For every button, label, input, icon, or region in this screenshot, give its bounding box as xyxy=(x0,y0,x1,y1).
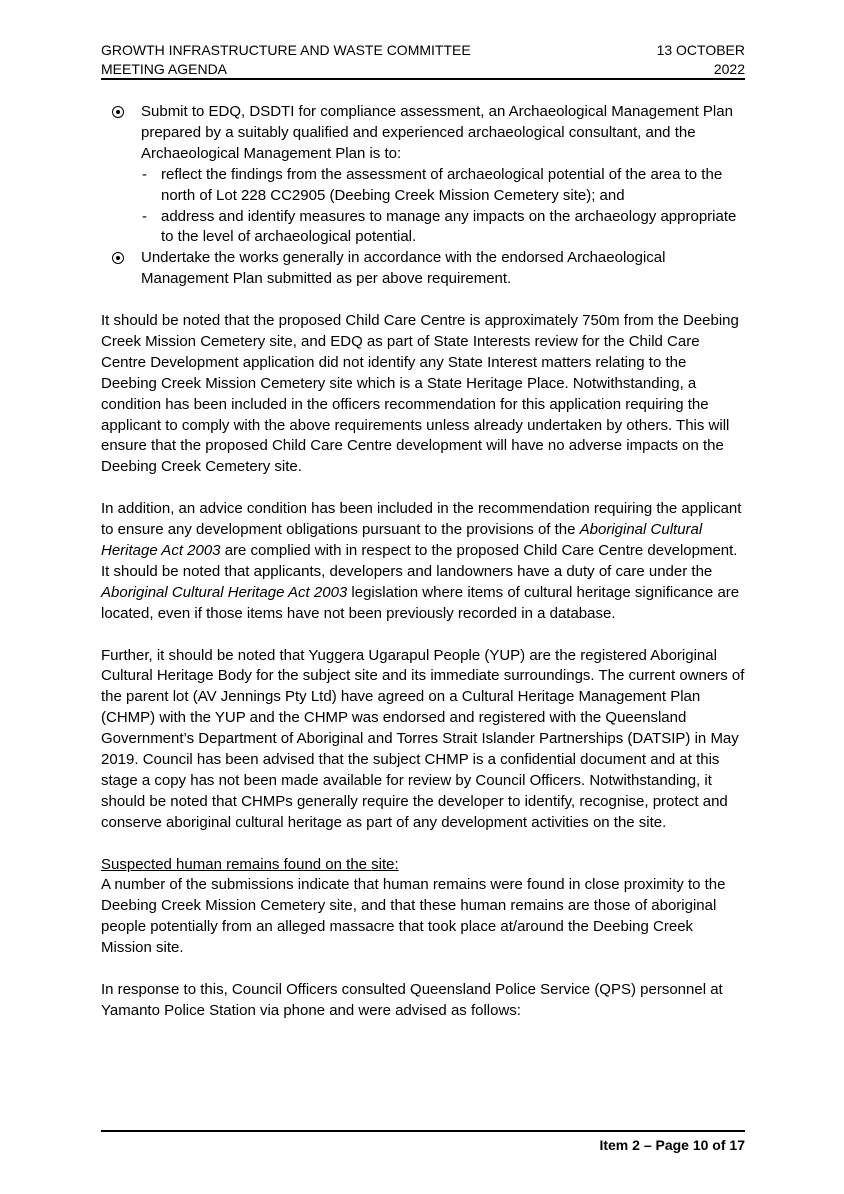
sub-list-item-text: address and identify measures to manage any impacts on the archaeology appropriate to the level of archaeological potential. xyxy=(161,207,737,246)
list-item xyxy=(101,102,745,248)
paragraph-qps-consultation: In response to this, Council Officers consulted Queensland Police Service (QPS) personnel at Yamanto Police Station via phone and were advised as follows: xyxy=(101,980,723,1019)
paragraph-advice-condition: In addition, an advice condition has been included in the recommendation requiring the applicant to ensure any development obligations pursuant to the provisions of the Aboriginal Cultural Heritage Act 2003 are complied with in respect to the proposed Child Care Centre development. It should be noted that applicants, developers and landowners have a duty of care under the Aboriginal Cultural Heritage Act 2003 legislation where items of cultural heritage significance are located, even if those items have not been previously recorded in a database. xyxy=(101,500,742,622)
agenda-label: MEETING AGENDA xyxy=(101,61,228,77)
sub-list-item xyxy=(141,165,745,207)
meeting-date-day-month: 13 OCTOBER xyxy=(656,42,745,58)
footer-divider xyxy=(101,1130,745,1132)
dash-bullet-icon: - xyxy=(142,165,147,183)
meeting-date xyxy=(657,41,745,79)
list-item xyxy=(101,248,745,290)
requirements-list xyxy=(101,102,745,290)
act-title: Aboriginal Cultural Heritage Act 2003 xyxy=(101,583,348,601)
sub-list xyxy=(141,165,745,249)
section-heading: Suspected human remains found on the site: xyxy=(101,855,399,873)
committee-name: GROWTH INFRASTRUCTURE AND WASTE COMMITTEE xyxy=(101,42,471,58)
paragraph-child-care-distance: It should be noted that the proposed Child Care Centre is approximately 750m from the Deebing Creek Mission Cemetery site, and EDQ as part of State Interests review for the Child Care Centre Development application did not identify any State Interest matters relating to the Deebing Creek Mission Cemetery site which is a State Heritage Place. Notwithstanding, a condition has been included in the officers recommendation for this application requiring the applicant to comply with the above requirements unless already undertaken by others. This will ensure that the proposed Child Care Centre development will have no adverse impacts on the Deebing Creek Cemetery site. xyxy=(101,312,739,476)
dash-bullet-icon: - xyxy=(142,207,147,225)
circle-bullet-icon xyxy=(112,106,124,118)
meeting-date-year: 2022 xyxy=(713,61,745,77)
page-header xyxy=(101,40,745,80)
list-item-text: Submit to EDQ, DSDTI for compliance assessment, an Archaeological Management Plan prepared by a suitably qualified and experienced archaeological consultant, and the Archaeological Management Plan is to: xyxy=(141,103,733,162)
list-item-text: Undertake the works generally in accordance with the endorsed Archaeological Management Plan submitted as per above requirement. xyxy=(141,249,666,288)
sub-list-item xyxy=(141,207,745,249)
paragraph-cultural-heritage-body: Further, it should be noted that Yuggera Ugarapul People (YUP) are the registered Aboriginal Cultural Heritage Body for the subject site and its immediate surroundings. The current owners of the parent lot (AV Jennings Pty Ltd) have agreed on a Cultural Heritage Management Plan (CHMP) with the YUP and the CHMP was endorsed and registered with the Queensland Government’s Department of Aboriginal and Torres Strait Islander Partnerships (DATSIP) in May 2019. Council has been advised that the subject CHMP is a confidential document and at this stage a copy has not been made available for review by Council Officers. Notwithstanding, it should be noted that CHMPs generally require the developer to identify, recognise, protect and conserve aboriginal cultural heritage as part of any development activities on the site. xyxy=(101,646,745,831)
paragraph-human-remains: A number of the submissions indicate that human remains were found in close proximity to the Deebing Creek Mission Cemetery site, and that these human remains are those of aboriginal people potentially from an alleged massacre that took place at/around the Deebing Creek Mission site. xyxy=(101,876,726,957)
document-body xyxy=(101,102,745,1043)
committee-title xyxy=(101,41,471,79)
page-number: Item 2 – Page 10 of 17 xyxy=(599,1137,745,1153)
circle-bullet-icon xyxy=(112,252,124,264)
act-title: Aboriginal Cultural Heritage Act 2003 xyxy=(101,521,703,559)
sub-list-item-text: reflect the findings from the assessment of archaeological potential of the area to the north of Lot 228 CC2905 (Deebing Creek Mission Cemetery site); and xyxy=(161,165,723,204)
